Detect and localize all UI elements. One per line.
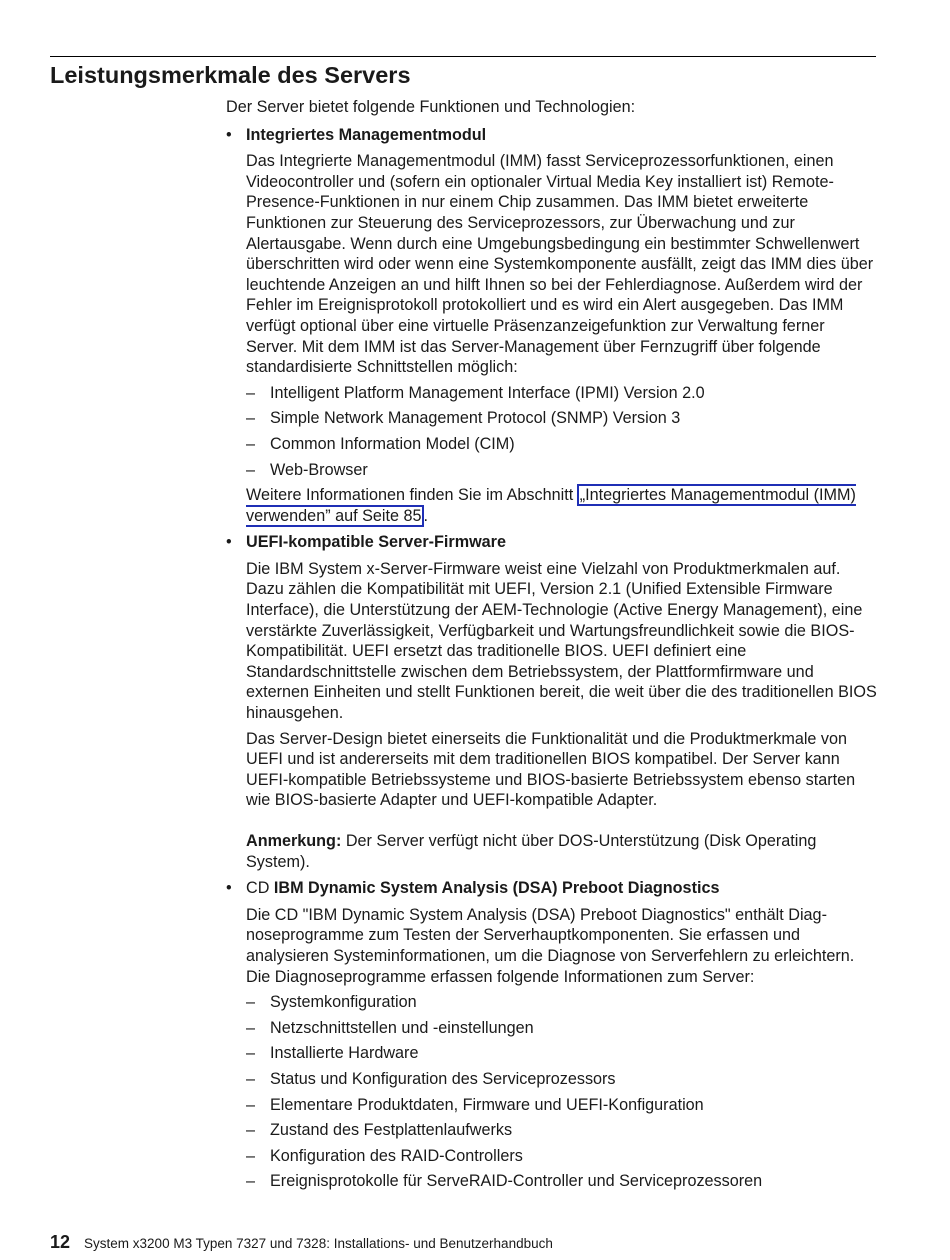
list-item-text: Zustand des Festplattenlaufwerks — [270, 1121, 513, 1140]
feature-title-uefi: UEFI-kompatible Server-Firmware — [246, 533, 506, 552]
feature-dsa — [226, 878, 878, 1192]
feature-paragraph-uefi-1: Die IBM System x-Server-Firmware weist eine Vielzahl von Produktmerkmalen auf. Dazu zählen die Kompatibilität mit UEFI, Version 2.1 (Unified Extensible Firmware Interface), die Unterstützung der AEM-Technologie (Active Energy Management), eine verstärkte Zuverlässigkeit, Verfügbarkeit und Wartungsfreundlichkeit sowie die BIOS-Kompatibilität. UEFI ersetzt das traditionelle BIOS. UEFI definiert eine Standardschnittstelle zwischen dem Betriebssystem, der Plattformfirmware und externen Einheiten und stellt Funktionen bereit, die weit über die des traditionellen BIOS hinausgehen. — [246, 559, 877, 723]
list-item-text: Ereignisprotokolle für ServeRAID-Controller und Serviceprozessoren — [270, 1172, 763, 1191]
list-item-text: Systemkonfiguration — [270, 993, 417, 1012]
dash-marker: – — [246, 434, 256, 453]
imm-reference-link[interactable]: „Integriertes Managementmodul (IMM) verwenden” auf Seite 85 — [246, 486, 856, 525]
feature-paragraph-imm: Das Integrierte Managementmodul (IMM) fasst Serviceprozessorfunktionen, einen Videocontroller und (sofern ein optionaler Virtual Media Key installiert ist) Remote-Presence-Funktionen in nur einem Chip zusammen. Das IMM bietet erweiterte Funktionen zur Steuerung des Serviceprozessors, zur Überwachung und zur Alertausgabe. Wenn durch eine Umgebungsbedingung ein bestimmter Schwellenwert überschritten wird oder wenn eine Systemkomponente ausfällt, zeigt das IMM dies über leuchtende Anzeigen an und hilft Ihnen so bei der Fehlerdiagnose. Außerdem wird der Fehler im Ereignisprotokoll protokolliert und es wird ein Alert ausgegeben. Das IMM verfügt optional über eine virtuelle Präsenzanzeigefunktion zur Verwaltung ferner Server. Mit dem IMM ist das Server-Management über Fernzugriff über folgende standardisierte Schnittstellen möglich: — [246, 152, 874, 377]
bullet-marker: • — [226, 125, 232, 144]
collected-info-list — [246, 992, 878, 1192]
dash-marker: – — [246, 409, 256, 428]
dash-marker: – — [246, 993, 256, 1012]
interface-list — [246, 383, 878, 480]
list-item-text: Common Information Model (CIM) — [270, 434, 515, 453]
main-content — [226, 97, 878, 1197]
list-item — [246, 1018, 878, 1039]
feature-imm — [226, 125, 878, 527]
list-item-text: Konfiguration des RAID-Controllers — [270, 1146, 523, 1165]
list-item-text: Intelligent Platform Management Interface (IPMI) Version 2.0 — [270, 383, 705, 402]
dash-marker: – — [246, 1095, 256, 1114]
footer-title: System x3200 M3 Typen 7327 und 7328: Installations- und Benutzerhandbuch — [84, 1236, 553, 1251]
more-info-prefix: Weitere Informationen finden Sie im Abschnitt — [246, 486, 578, 505]
list-item-text: Elementare Produktdaten, Firmware und UEFI-Konfiguration — [270, 1095, 704, 1114]
feature-paragraph-dsa: Die CD "IBM Dynamic System Analysis (DSA) Preboot Diagnostics" enthält Diagnoseprogramme zum Testen der Serverhauptkomponenten. Sie erfassen und analysieren Systeminformationen, um die Diagnose von Serverfehlern zu erleichtern. Die Diagnoseprogramme erfassen folgende Informationen zum Server: — [246, 905, 855, 986]
bullet-marker: • — [226, 533, 232, 552]
list-item — [246, 992, 878, 1013]
intro-text: Der Server bietet folgende Funktionen und Technologien: — [226, 98, 636, 116]
feature-uefi — [226, 532, 878, 872]
note-text: Der Server verfügt nicht über DOS-Unterstützung (Disk Operating System). — [246, 832, 817, 871]
page-number: 12 — [50, 1232, 71, 1252]
more-info-suffix: . — [423, 506, 428, 525]
list-item-text: Simple Network Management Protocol (SNMP) Version 3 — [270, 409, 681, 428]
list-item-text: Status und Konfiguration des Serviceprozessors — [270, 1069, 616, 1088]
list-item-text: Netzschnittstellen und -einstellungen — [270, 1018, 534, 1037]
dash-marker: – — [246, 1069, 256, 1088]
bullet-marker: • — [226, 879, 232, 898]
list-item — [246, 1120, 878, 1141]
list-item — [246, 383, 878, 404]
dash-marker: – — [246, 460, 256, 479]
dash-marker: – — [246, 383, 256, 402]
list-item-text: Installierte Hardware — [270, 1044, 419, 1063]
section-title: Leistungsmerkmale des Servers — [50, 62, 411, 88]
list-item — [246, 1043, 878, 1064]
dash-marker: – — [246, 1121, 256, 1140]
list-item — [246, 1171, 878, 1192]
feature-paragraph-uefi-2: Das Server-Design bietet einerseits die Funktionalität und die Produktmerkmale von UEFI und ist andererseits mit dem traditionellen BIOS kompatibel. Der Server kann UEFI-kompatible Betriebssysteme und BIOS-basierte Betriebssystem ebenso starten wie BIOS-basierte Adapter und UEFI-kompatible Adapter. — [246, 729, 856, 810]
feature-title-prefix: CD — [246, 879, 274, 898]
dash-marker: – — [246, 1044, 256, 1063]
page-footer — [50, 1232, 553, 1253]
list-item — [246, 408, 878, 429]
dash-marker: – — [246, 1172, 256, 1191]
feature-title-text: IBM Dynamic System Analysis (DSA) Preboot Diagnostics — [273, 879, 720, 898]
list-item — [246, 1146, 878, 1167]
note — [246, 831, 878, 872]
list-item — [246, 434, 878, 455]
list-item — [246, 1069, 878, 1090]
list-item-text: Web-Browser — [270, 460, 368, 479]
dash-marker: – — [246, 1146, 256, 1165]
header-rule — [50, 56, 876, 57]
dash-marker: – — [246, 1018, 256, 1037]
list-item — [246, 460, 878, 481]
note-label: Anmerkung: — [246, 832, 342, 850]
more-info-text — [246, 485, 878, 526]
list-item — [246, 1095, 878, 1116]
feature-title-imm: Integriertes Managementmodul — [246, 125, 487, 144]
feature-title-dsa — [246, 878, 878, 899]
